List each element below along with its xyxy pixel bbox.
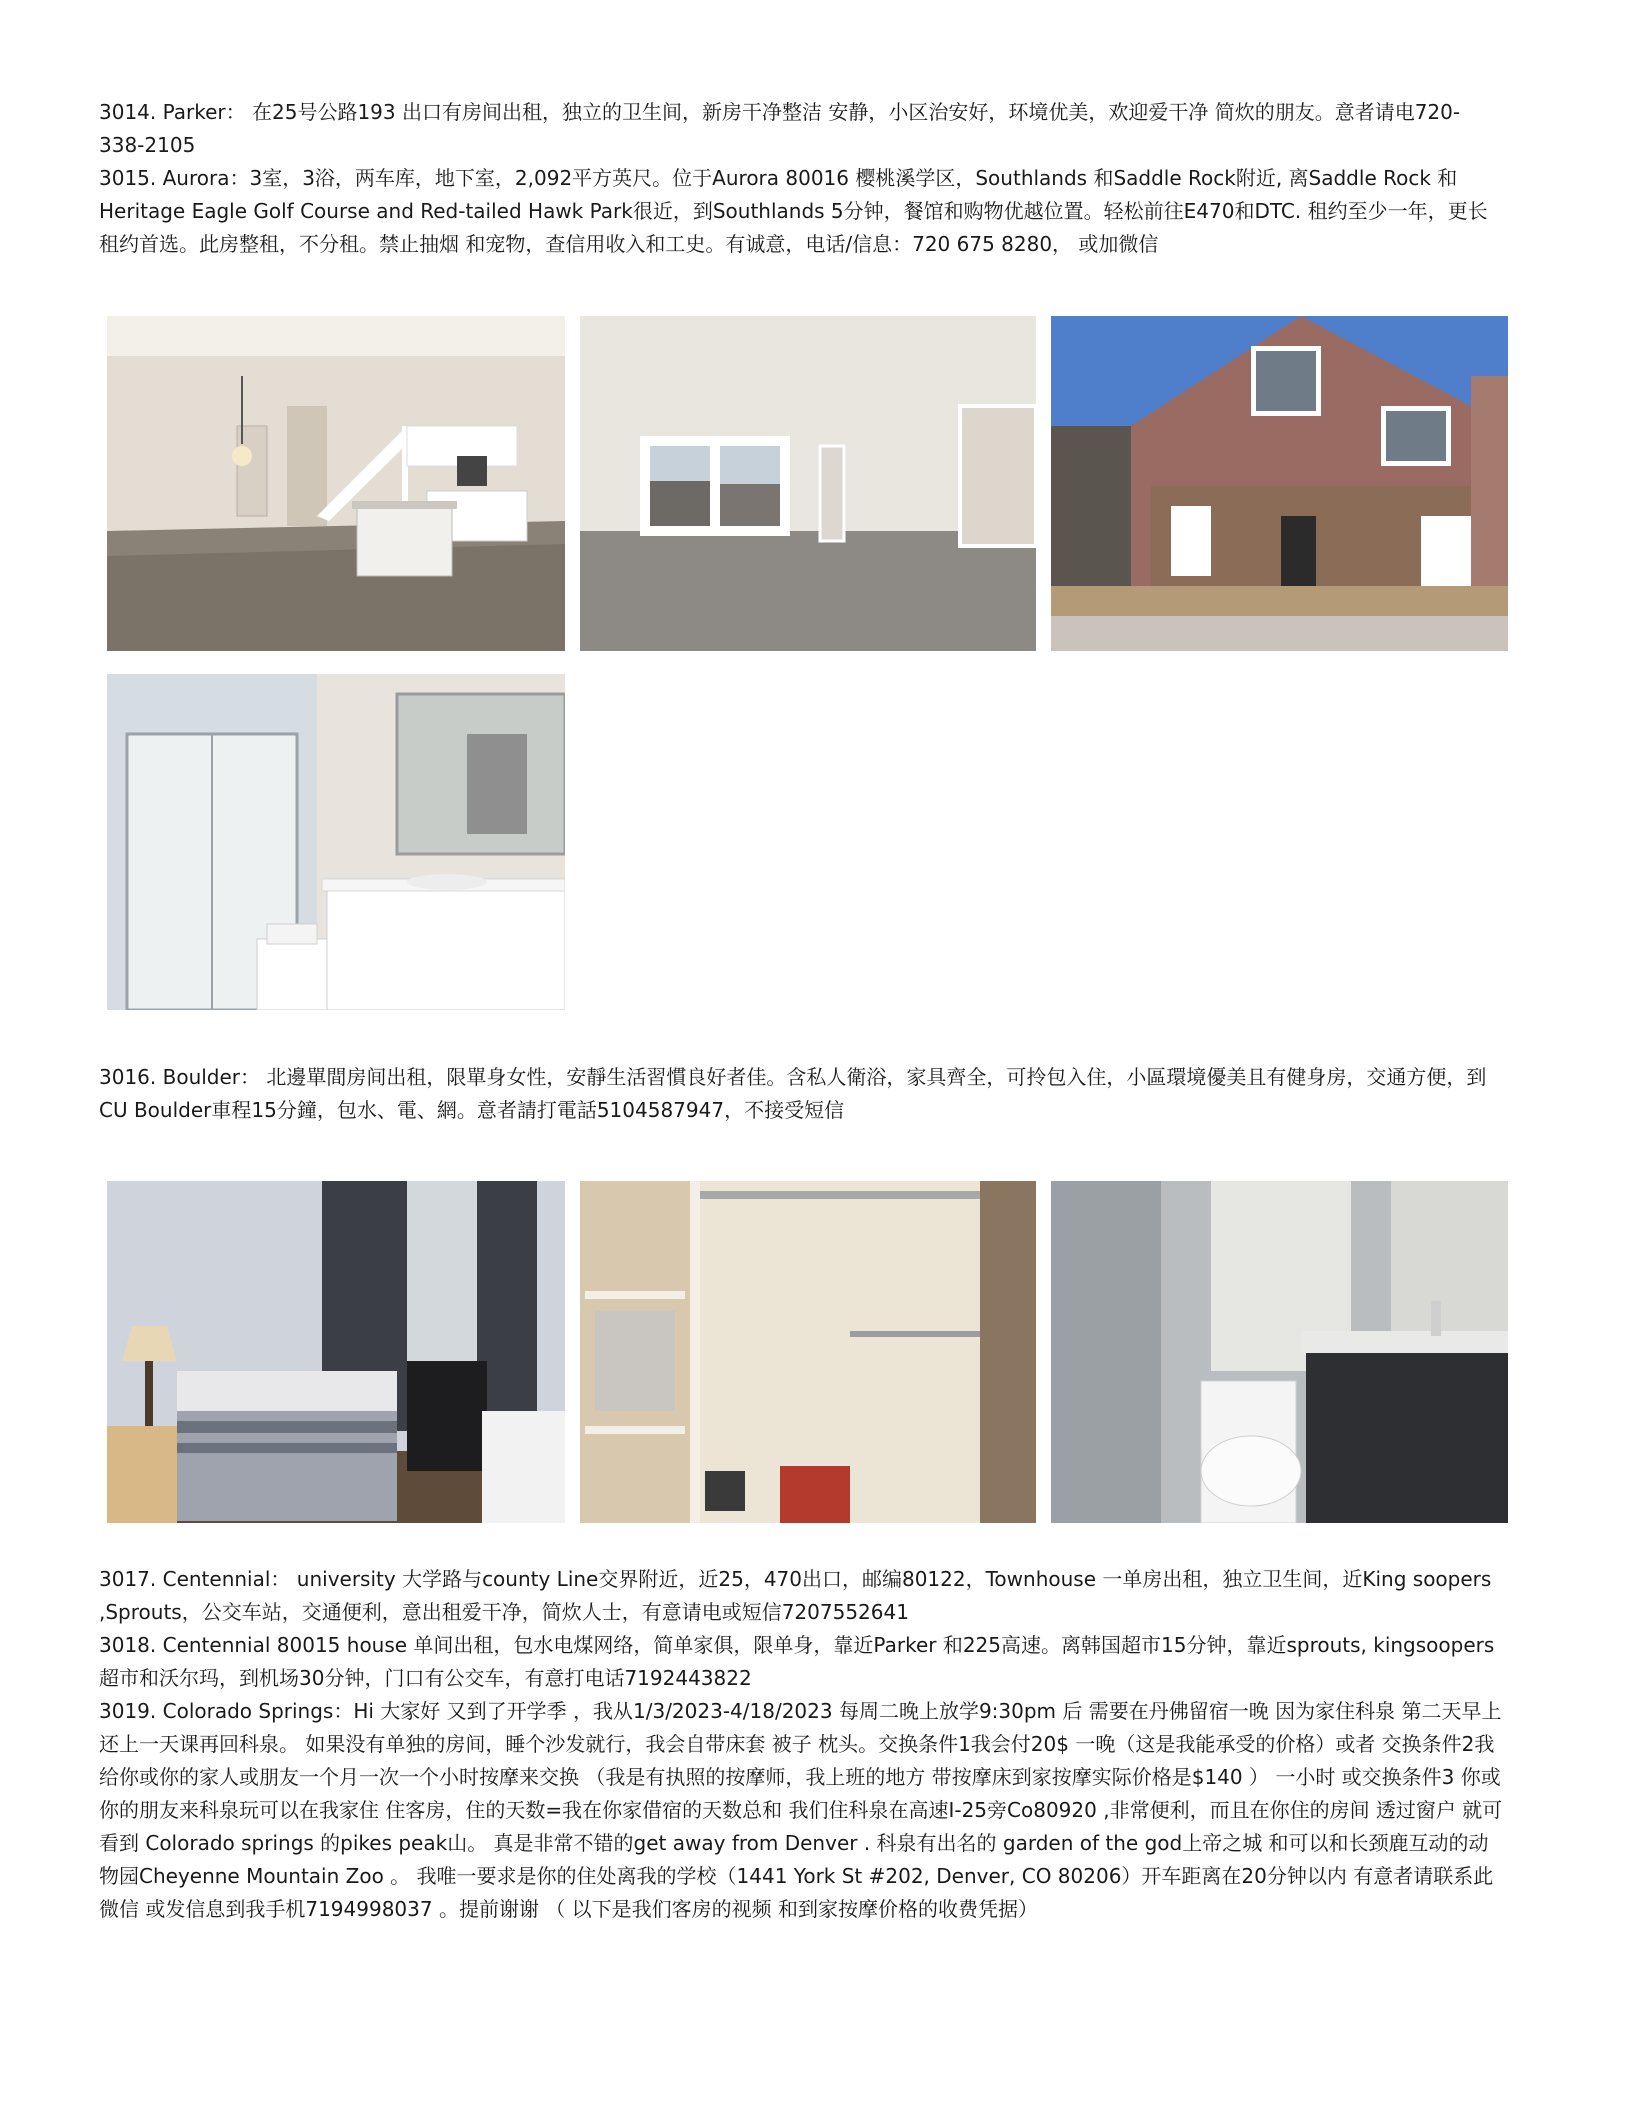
photo-boulder-closet: [580, 1181, 1036, 1523]
listings-block-2: [99, 1061, 1504, 1127]
listing-3015: 3015. Aurora：3室，3浴，两车库，地下室，2,092平方英尺。位于Aurora 80016 樱桃溪学区，Southlands 和Saddle Rock附近, 离Saddle Rock 和 Heritage Eagle Golf Course and Red-tailed Hawk Park很近，到Southlands 5分钟，餐馆和购物优越位置。轻松前往E470和DTC. 租约至少一年，更长租约首选。此房整租，不分租。禁止抽烟 和宠物，查信用收入和工史。有诚意，电话/信息：720 675 8280， 或加微信: [99, 166, 1488, 256]
photo-boulder-bedroom: [107, 1181, 565, 1523]
listing-3017: 3017. Centennial： university 大学路与county Line交界附近，近25，470出口，邮编80122，Townhouse 一单房出租，独立卫生间，近King soopers ,Sprouts，公交车站，交通便利，意出租爱干净，简炊人士，有意请电或短信7207552641: [99, 1567, 1492, 1624]
photo-aurora-kitchen-living: [107, 316, 565, 651]
listing-3014: 3014. Parker： 在25号公路193 出口有房间出租，独立的卫生间，新房干净整洁 安静，小区治安好，环境优美，欢迎爱干净 简炊的朋友。意者请电720-338-2105: [99, 100, 1461, 157]
listings-block-1: [99, 96, 1504, 261]
photo-aurora-house-exterior: [1051, 316, 1508, 651]
photo-boulder-bathroom: [1051, 1181, 1508, 1523]
listing-3018: 3018. Centennial 80015 house 单间出租，包水电煤网络，简单家俱，限单身，靠近Parker 和225高速。离韩国超市15分钟，靠近sprouts, kingsoopers 超市和沃尔玛，到机场30分钟，门口有公交车，有意打电话7192443822: [99, 1633, 1495, 1690]
listing-3019: 3019. Colorado Springs：Hi 大家好 又到了开学季 ，我从1/3/2023-4/18/2023 每周二晚上放学9:30pm 后 需要在丹佛留宿一晚 因为家住科泉 第二天早上还上一天课再回科泉。 如果没有单独的房间，睡个沙发就行，我会自带床套 被子 枕头。交换条件1我会付20$ 一晚（这是我能承受的价格）或者 交换条件2我给你或你的家人或朋友一个月一次一个小时按摩来交换 （我是有执照的按摩师，我上班的地方 带按摩床到家按摩实际价格是$140 ） 一小时 或交换条件3 你或你的朋友来科泉玩可以在我家住 住客房，住的天数=我在你家借宿的天数总和 我们住科泉在高速I-25旁Co80920 ,非常便利，而且在你住的房间 透过窗户 就可看到 Colorado springs 的pikes peak山。 真是非常不错的get away from Denver . 科泉有出名的 garden of the god上帝之城 和可以和长颈鹿互动的动物园Cheyenne Mountain Zoo 。 我唯一要求是你的住处离我的学校（1441 York St #202, Denver, CO 80206）开车距离在20分钟以内 有意者请联系此微信 或发信息到我手机7194998037 。提前谢谢 （ 以下是我们客房的视频 和到家按摩价格的收费凭据）: [99, 1699, 1503, 1921]
photo-aurora-bedroom: [580, 316, 1036, 651]
photo-aurora-bathroom: [107, 674, 565, 1010]
listings-block-3: [99, 1563, 1504, 1926]
listing-3016: 3016. Boulder： 北邊單間房间出租，限單身女性，安靜生活習慣良好者佳。含私人衛浴，家具齊全，可拎包入住，小區環境優美且有健身房，交通方便，到CU Boulder車程15分鐘，包水、電、網。意者請打電話5104587947，不接受短信: [99, 1065, 1487, 1122]
